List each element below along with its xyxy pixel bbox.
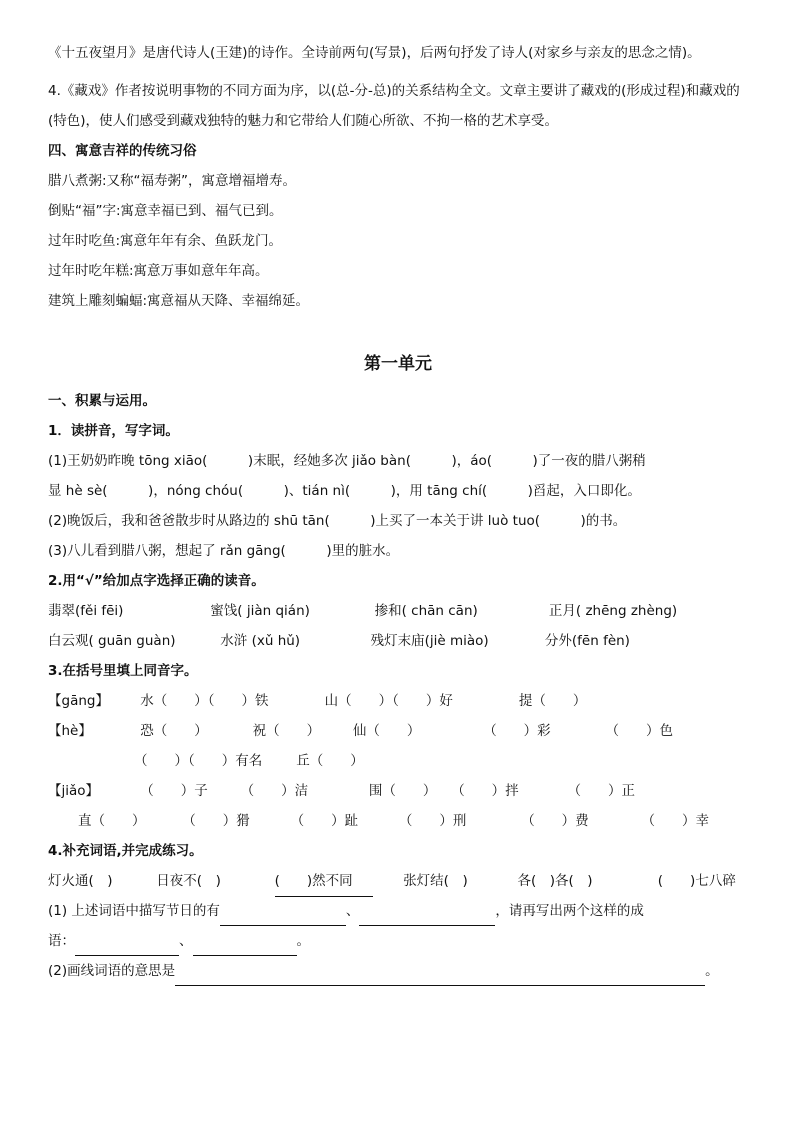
sub-1-text: ，请再写出两个这样的成 — [495, 903, 644, 919]
worksheet-page — [48, 38, 748, 986]
intro-paragraph-2: 4.《藏戏》作者按说明事物的不同方面为序，以(总-分-总)的关系结构全文。文章主要讲了藏戏的(形成过程)和藏戏的(特色)，使人们感受到藏戏独特的魅力和它带给人们随心所欲、不拘一格的艺术享受。 — [48, 83, 740, 129]
idiom-row — [48, 866, 748, 896]
question-2-row-2 — [48, 626, 748, 656]
homophone-blank[interactable]: （ ）彩 — [483, 723, 551, 739]
sub-2-text: (2)画线词语的意思是 — [48, 963, 176, 979]
question-1-line-1: (1)王奶奶昨晚 tōng xiāo( )末眠，经她多次 jiǎo bàn( )，áo( )了一夜的腊八粥稍 — [48, 453, 646, 469]
homophone-blank[interactable]: （ ）幸 — [641, 813, 709, 829]
unit-title: 第一单元 — [364, 354, 432, 374]
answer-blank[interactable] — [175, 969, 705, 986]
pinyin-choice[interactable]: 分外(fēn fèn) — [544, 633, 630, 649]
question-4-heading: 4.补充词语,并完成练习。 — [48, 843, 203, 859]
homophone-blank[interactable]: （ ）趾 — [290, 813, 359, 829]
homophone-blank[interactable]: 仙（ ） — [352, 723, 421, 739]
pinyin-choice[interactable]: 白云观( guān guàn) — [48, 633, 176, 649]
homophone-blank[interactable]: （ ）（ ）有名 — [134, 753, 263, 769]
question-1-heading: 1．读拼音，写字词。 — [48, 423, 179, 439]
homophone-blank[interactable]: （ ）子 — [140, 783, 208, 799]
question-4-sub-1: (1) 上述词语中描写节日的有 、 ，请再写出两个这样的成 — [48, 896, 748, 926]
question-2-heading: 2.用“√”给加点字选择正确的读音。 — [48, 573, 265, 589]
section-heading: 一、积累与运用。 — [48, 393, 156, 409]
pinyin-choice[interactable]: 正月( zhēng zhèng) — [548, 603, 678, 619]
answer-blank[interactable] — [193, 939, 297, 956]
homophone-row-jiao-2 — [48, 806, 748, 836]
question-3-heading: 3.在括号里填上同音字。 — [48, 663, 198, 679]
homophone-row-he-2 — [48, 746, 748, 776]
answer-blank[interactable] — [359, 909, 495, 926]
homophone-blank[interactable]: （ ）洁 — [240, 783, 309, 799]
pinyin-choice[interactable]: 蜜饯( jiàn qián) — [210, 603, 310, 619]
pinyin-choice[interactable]: 水浒 (xǔ hǔ) — [220, 633, 301, 649]
idiom-blank[interactable]: 各( )各( ) — [517, 873, 593, 889]
question-4-sub-1-cont: 语： 、 。 — [48, 926, 748, 956]
pinyin-choice[interactable]: 残灯末庙(jiè miào) — [370, 633, 489, 649]
custom-item: 倒贴“福”字:寓意幸福已到、福气已到。 — [48, 203, 283, 219]
homophone-blank[interactable]: （ ）费 — [521, 813, 589, 829]
idiom-blank[interactable]: 张灯结( ) — [403, 873, 468, 889]
intro-paragraph-1: 《十五夜望月》是唐代诗人(王建)的诗作。全诗前两句(写景)，后两句抒发了诗人(对家乡与亲友的思念之情)。 — [48, 45, 701, 61]
idiom-blank[interactable]: ( )七八碎 — [657, 873, 736, 889]
homophone-blank[interactable]: （ ）刑 — [398, 813, 467, 829]
homophone-blank[interactable]: （ ）拌 — [451, 783, 519, 799]
homophone-label: 【hè】 — [48, 723, 92, 739]
idiom-blank[interactable]: 日夜不( ) — [156, 873, 221, 889]
question-4-sub-2: (2)画线词语的意思是 。 — [48, 956, 748, 986]
homophone-blank[interactable]: 山（ ）（ ）好 — [324, 693, 453, 709]
pinyin-choice[interactable]: 掺和( chān cān) — [374, 603, 478, 619]
homophone-blank[interactable]: （ ）猾 — [182, 813, 250, 829]
homophone-blank[interactable]: 提（ ） — [518, 693, 587, 709]
sub-1-text: (1) 上述词语中描写节日的有 — [48, 903, 220, 919]
homophone-blank[interactable]: 恐（ ） — [140, 723, 208, 739]
idiom-blank[interactable]: 灯火通( ) — [48, 873, 113, 889]
pinyin-choice[interactable]: 翡翠(fěi fēi) — [48, 603, 124, 619]
homophone-blank[interactable]: 围（ ） — [368, 783, 437, 799]
customs-heading: 四、寓意吉祥的传统习俗 — [48, 143, 197, 159]
question-1-line-2: 显 hè sè( )，nóng chóu( )、tián nì( )，用 tāng chí( )舀起，入口即化。 — [48, 483, 641, 499]
homophone-blank[interactable]: （ ）色 — [605, 723, 673, 739]
homophone-label: 【gāng】 — [48, 693, 109, 709]
question-1-line-4: (3)八儿看到腊八粥，想起了 rǎn gāng( )里的脏水。 — [48, 543, 400, 559]
custom-item: 建筑上雕刻蝙蝠:寓意福从天降、幸福绵延。 — [48, 293, 310, 309]
homophone-label: 【jiǎo】 — [48, 783, 100, 799]
question-2-row-1 — [48, 596, 748, 626]
homophone-row-jiao — [48, 776, 748, 806]
homophone-blank[interactable]: 水（ ）（ ）铁 — [140, 693, 269, 709]
homophone-row-gang — [48, 686, 748, 716]
question-1-line-3: (2)晚饭后，我和爸爸散步时从路边的 shū tān( )上买了一本关于讲 luò tuo( )的书。 — [48, 513, 627, 529]
idiom-underlined[interactable]: ( )然不同 — [275, 866, 373, 897]
custom-item: 过年时吃年糕:寓意万事如意年年高。 — [48, 263, 269, 279]
homophone-blank[interactable]: 丘（ ） — [296, 753, 364, 769]
homophone-blank[interactable]: 直（ ） — [78, 813, 146, 829]
homophone-blank[interactable]: 祝（ ） — [252, 723, 321, 739]
homophone-row-he — [48, 716, 748, 746]
answer-blank[interactable] — [220, 909, 346, 926]
custom-item: 腊八煮粥:又称“福寿粥”，寓意增福增寿。 — [48, 173, 297, 189]
custom-item: 过年时吃鱼:寓意年年有余、鱼跃龙门。 — [48, 233, 283, 249]
homophone-blank[interactable]: （ ）正 — [567, 783, 635, 799]
answer-blank[interactable] — [75, 939, 179, 956]
